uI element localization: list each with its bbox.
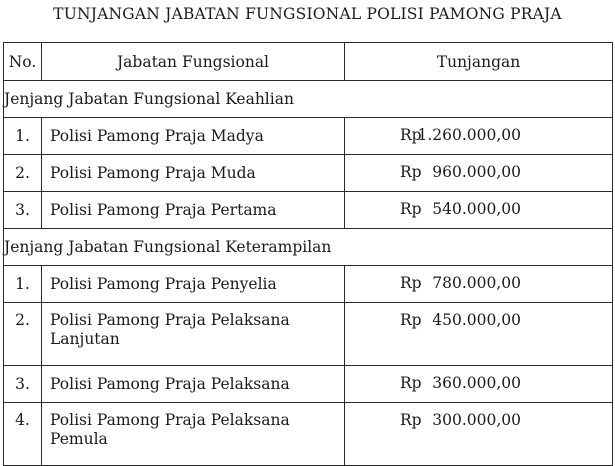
allowance-cell [345, 192, 613, 229]
row-number: 1. [4, 266, 42, 303]
allowance-amount: 1.260.000,00 [417, 126, 521, 144]
currency-label: Rp [400, 374, 422, 392]
position-name: Polisi Pamong Praja Madya [42, 118, 345, 155]
row-number: 2. [4, 303, 42, 366]
position-name: Polisi Pamong Praja Pelaksana [42, 366, 345, 403]
currency-label: Rp [400, 200, 422, 218]
row-number: 1. [4, 118, 42, 155]
currency-label: Rp [400, 163, 422, 181]
position-name: Polisi Pamong Praja Pelaksana Pemula [42, 403, 345, 466]
position-name: Polisi Pamong Praja Pelaksana Lanjutan [42, 303, 345, 366]
header-position: Jabatan Fungsional [42, 43, 345, 81]
currency-label: Rp [400, 311, 422, 329]
allowance-amount: 540.000,00 [432, 200, 521, 218]
header-allowance: Tunjangan [345, 43, 613, 81]
row-number: 3. [4, 192, 42, 229]
row-number: 4. [4, 403, 42, 466]
allowance-cell [345, 155, 613, 192]
allowance-cell [345, 303, 613, 366]
position-name: Polisi Pamong Praja Muda [42, 155, 345, 192]
currency-label: Rp [400, 126, 422, 144]
position-name: Polisi Pamong Praja Pertama [42, 192, 345, 229]
section-title: Jenjang Jabatan Fungsional Keterampilan [4, 229, 613, 266]
document-title: TUNJANGAN JABATAN FUNGSIONAL POLISI PAMONG PRAJA [53, 5, 562, 23]
currency-label: Rp [400, 274, 422, 292]
allowance-amount: 450.000,00 [432, 311, 521, 329]
table-row [4, 266, 613, 303]
currency-label: Rp [400, 411, 422, 429]
table-row [4, 118, 613, 155]
table-row [4, 366, 613, 403]
table-row [4, 192, 613, 229]
table-row [4, 155, 613, 192]
table-header-row [4, 43, 613, 81]
allowance-cell [345, 403, 613, 466]
section-header-keterampilan [4, 229, 613, 266]
table-row [4, 303, 613, 366]
row-number: 2. [4, 155, 42, 192]
section-header-keahlian [4, 81, 613, 118]
allowance-cell [345, 366, 613, 403]
allowance-cell [345, 266, 613, 303]
table-row [4, 403, 613, 466]
header-no: No. [4, 43, 42, 81]
allowance-table [3, 42, 613, 466]
row-number: 3. [4, 366, 42, 403]
allowance-amount: 360.000,00 [432, 374, 521, 392]
allowance-amount: 960.000,00 [432, 163, 521, 181]
position-name: Polisi Pamong Praja Penyelia [42, 266, 345, 303]
allowance-amount: 780.000,00 [432, 274, 521, 292]
allowance-amount: 300.000,00 [432, 411, 521, 429]
allowance-cell [345, 118, 613, 155]
section-title: Jenjang Jabatan Fungsional Keahlian [4, 81, 613, 118]
